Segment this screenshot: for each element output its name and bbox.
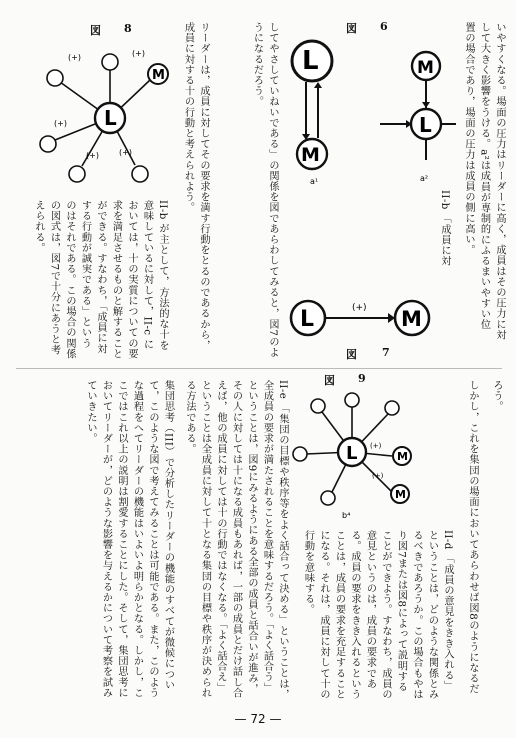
figure-8-number: 8: [124, 22, 132, 35]
figure-6-number: 6: [380, 20, 388, 33]
text-column: [22, 380, 290, 700]
fig6-a2-leader-letter: L: [419, 113, 432, 137]
fig9-plus-label: (+): [370, 442, 382, 450]
fig8-member-circle: [40, 136, 56, 152]
fig6-sub-a1: a¹: [310, 177, 319, 186]
fig8-member-circle: [102, 54, 118, 70]
fig8-plus-label: (+): [132, 49, 145, 58]
fig7-member-letter: M: [401, 307, 422, 331]
fig7-leader-letter: L: [300, 307, 315, 332]
figure-6-label: 図: [346, 22, 363, 35]
fig9-member-circle: [321, 491, 335, 505]
figure-9-label: 図: [324, 374, 341, 387]
fig9-member-circle: [345, 393, 359, 407]
figure-6-diagram: [280, 38, 460, 188]
fig8-member-circle: [69, 166, 85, 182]
text-paragraph: II-e 「集団の目標や秩序等をよく話合って決める」ということは，全成員の要求が満たされることを意味するだろう。「よく話合う」ということは，図9にみるようにある全部の成員と話合いが進み，その人に対しては十になる成員もあれば，一部の成員とだけ話し合えば，他の成員に対しては十の行動ではなくなる。「よく話合え」ということは全成員に対して十となる集団の目標や秩序が決められる方法である。: [184, 380, 288, 700]
text-column: リーダーは，成員に対してその要求を満す行動をとるのであるから，成員に対する十の行動と考えられよう。: [182, 22, 209, 351]
fig6-a1-member-letter: M: [301, 144, 320, 166]
fig6-a1-leader-letter: L: [302, 46, 319, 76]
fig8-plus-label: (+): [68, 53, 81, 62]
fig8-plus-label: (+): [86, 151, 99, 160]
figure-7-number: 7: [382, 346, 390, 359]
figure-9-diagram: [292, 392, 420, 522]
text-column: してやさしていねいである」の関係を図であらわしてみると，図7のようになるだろう。: [251, 22, 278, 358]
figure-7-diagram: [282, 288, 452, 348]
figure-9-number: 9: [358, 372, 366, 385]
text-column: ろう。: [491, 380, 502, 412]
fig8-plus-label: (+): [119, 148, 132, 157]
text-column: いやすくなる。場面の圧力はリーダーに高く，成員はその圧力に対して大きく影響をうける。a²は成員が専制的にふるまいやすい位置の場合であり，場面の圧力は成員の側に高い。: [463, 22, 505, 340]
fig6-arrowhead: [422, 102, 430, 108]
fig9-m-letter: M: [395, 488, 406, 501]
text-column: II-b 「成員に対: [439, 190, 450, 267]
fig7-arrowhead: [388, 313, 395, 323]
figure-8-diagram: [20, 40, 200, 190]
fig8-leader-letter: L: [104, 106, 117, 130]
text-column: しかし，これを集団の場面においてあらわせば図8のようになるだ: [467, 380, 478, 695]
fig9-member-circle: [311, 399, 325, 413]
fig6-a2-member-letter: M: [417, 58, 434, 78]
fig7-plus-label: (+): [352, 303, 367, 313]
page-number: — 72 —: [234, 712, 282, 726]
fig9-member-circle: [385, 401, 399, 415]
figure-7-label: 図: [346, 348, 363, 361]
text-column: II-d 「成員の意見をきき入れる」ということは，どのような関係とみるべきであろうか。この場合もやはり図7または図8によって説明することができよう。すなわち，成員の意見というのは，成員の要求である。成員の要求をきき入れるということは，成員の要求を充足することになる。それは，成員に対して十の行動を意味する。: [302, 530, 453, 700]
fig9-m-letter: M: [397, 450, 408, 463]
text-column: II-b が主として，方法的な十を意味しているに対して，II-c においては，十の実質についての要求を満足させるものと解することができる。すなわち，「成員に対する行動が誠実である」という のはそれである。この場合の関係の図式は，図7で十分にあうと考えられる。: [33, 200, 168, 359]
fig9-leader-letter: L: [346, 443, 358, 464]
fig6-arrowhead: [314, 82, 322, 88]
fig6-sub-a2: a²: [420, 174, 429, 183]
fig8-member-circle: [47, 70, 63, 86]
fig9-sub-b: b⁴: [342, 511, 351, 520]
fig8-m-letter: M: [152, 68, 165, 83]
fig9-member-circle: [293, 447, 307, 461]
section-divider: [16, 368, 502, 369]
fig9-plus-label: (+): [372, 472, 384, 480]
figure-8-label: 図: [90, 24, 107, 37]
text-paragraph: 集団思考（III）で分析したリーダーの機能のすべてが微候について，このような図で考えてみることは可能である。また，このような過程をへてリーダーの機能はいよいよ明らかとなる。しかし，ここではこれ以上の説明は割愛することにした。そして，集団思考においてリーダーが，どのような影響を与えるかについて考察を試みていきたい。: [85, 380, 174, 698]
fig8-plus-label: (+): [54, 119, 67, 128]
fig8-member-circle: [132, 166, 148, 182]
